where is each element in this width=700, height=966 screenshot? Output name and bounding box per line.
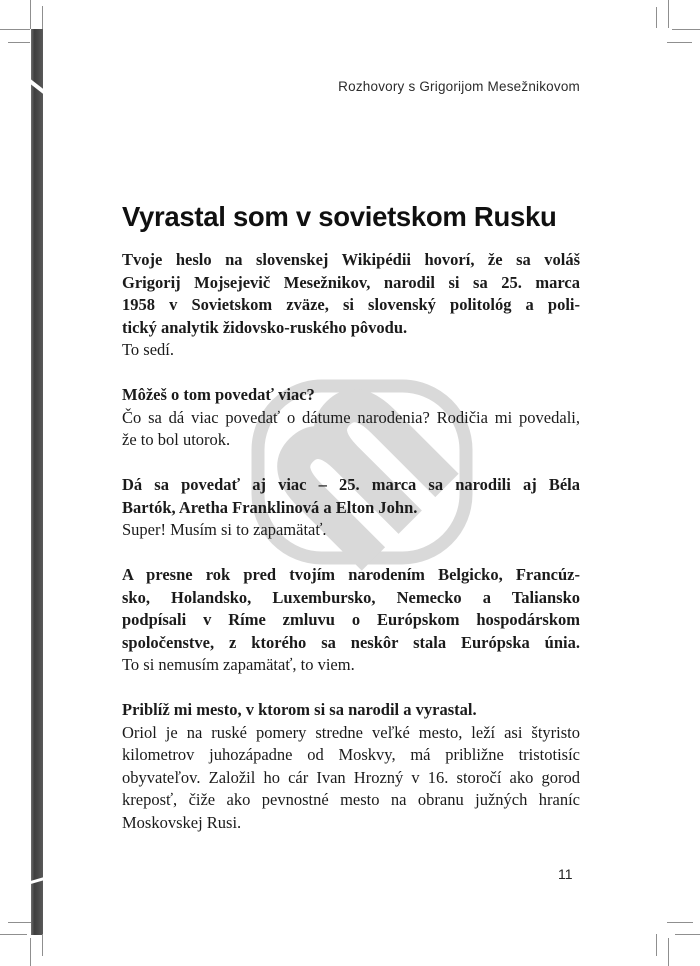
- question-line: sko, Holandsko, Luxembursko, Nemecko a Taliansko: [122, 587, 580, 607]
- answer-line: Super! Musím si to zapamätať.: [122, 520, 327, 539]
- question-line: Tvoje heslo na slovenskej Wikipédii hovorí, že sa voláš: [122, 250, 580, 269]
- answer-line: Moskovskej Rusi.: [122, 812, 242, 832]
- crop-mark: [667, 42, 692, 43]
- question-line: spoločenstve, z ktorého sa neskôr stala Európska únia.: [122, 632, 580, 652]
- qa-group: [122, 564, 580, 677]
- crop-mark: [667, 922, 693, 923]
- question-line: 1958 v Sovietskom zväze, si slovenský politológ a poli-: [122, 295, 580, 314]
- question-line: Dá sa povedať aj viac – 25. marca sa narodili aj Béla: [122, 475, 580, 494]
- crop-mark: [656, 7, 657, 28]
- question-line: A presne rok pred tvojím narodením Belgicko, Francúz-: [122, 565, 580, 584]
- answer-line: To sedí.: [122, 340, 175, 359]
- interview-question: [122, 474, 580, 519]
- interview-answer: [122, 722, 580, 835]
- crop-mark: [0, 29, 30, 30]
- crop-mark: [668, 938, 669, 966]
- interview-question: [122, 564, 580, 654]
- crop-mark: [42, 6, 43, 29]
- chapter-title: Vyrastal som v sovietskom Rusku: [122, 201, 557, 233]
- interview-answer: [122, 407, 580, 452]
- crop-mark: [8, 42, 30, 43]
- text-column: [122, 249, 580, 834]
- answer-line: To si nemusím zapamätať, to viem.: [122, 655, 355, 674]
- answer-line: Oriol je na ruské pomery stredne veľké mesto, leží asi štyristo: [122, 722, 580, 742]
- question-line: tický analytik židovsko-ruského pôvodu.: [122, 317, 408, 337]
- interview-answer: [122, 654, 580, 677]
- crop-mark: [675, 934, 700, 935]
- interview-question: [122, 699, 580, 722]
- page-number: 11: [558, 866, 573, 882]
- answer-line: že to bol utorok.: [122, 430, 231, 449]
- book-spine-shadow: [31, 29, 43, 935]
- crop-mark: [672, 29, 700, 30]
- crop-mark: [8, 922, 31, 923]
- answer-line: obyvateľov. Založil ho cár Ivan Hrozný v 16. storočí ako gorod: [122, 767, 580, 787]
- crop-mark: [30, 0, 31, 29]
- interview-question: [122, 384, 580, 407]
- crop-mark: [656, 934, 657, 956]
- qa-group: [122, 699, 580, 834]
- crop-mark: [668, 0, 669, 28]
- interview-question: [122, 249, 580, 339]
- crop-mark: [0, 934, 27, 935]
- question-line: Grigorij Mojsejevič Mesežnikov, narodil si sa 25. marca: [122, 272, 580, 292]
- answer-line: Čo sa dá viac povedať o dátume narodenia? Rodičia mi povedali,: [122, 407, 580, 427]
- answer-line: kreposť, čiže ako pevnostné mesto na obranu južných hraníc: [122, 790, 580, 809]
- question-line: Priblíž mi mesto, v ktorom si sa narodil a vyrastal.: [122, 700, 477, 719]
- interview-answer: [122, 519, 580, 542]
- crop-mark: [42, 934, 43, 956]
- running-header: Rozhovory s Grigorijom Mesežnikovom: [338, 79, 580, 94]
- question-line: podpísali v Ríme zmluvu o Európskom hospodárskom: [122, 610, 580, 629]
- interview-answer: [122, 339, 580, 362]
- crop-mark: [30, 938, 31, 966]
- qa-group: [122, 474, 580, 542]
- qa-group: [122, 249, 580, 362]
- question-line: Môžeš o tom povedať viac?: [122, 385, 315, 404]
- question-line: Bartók, Aretha Franklinová a Elton John.: [122, 497, 418, 517]
- qa-group: [122, 384, 580, 452]
- answer-line: kilometrov juhozápadne od Moskvy, má približne tristotisíc: [122, 745, 580, 764]
